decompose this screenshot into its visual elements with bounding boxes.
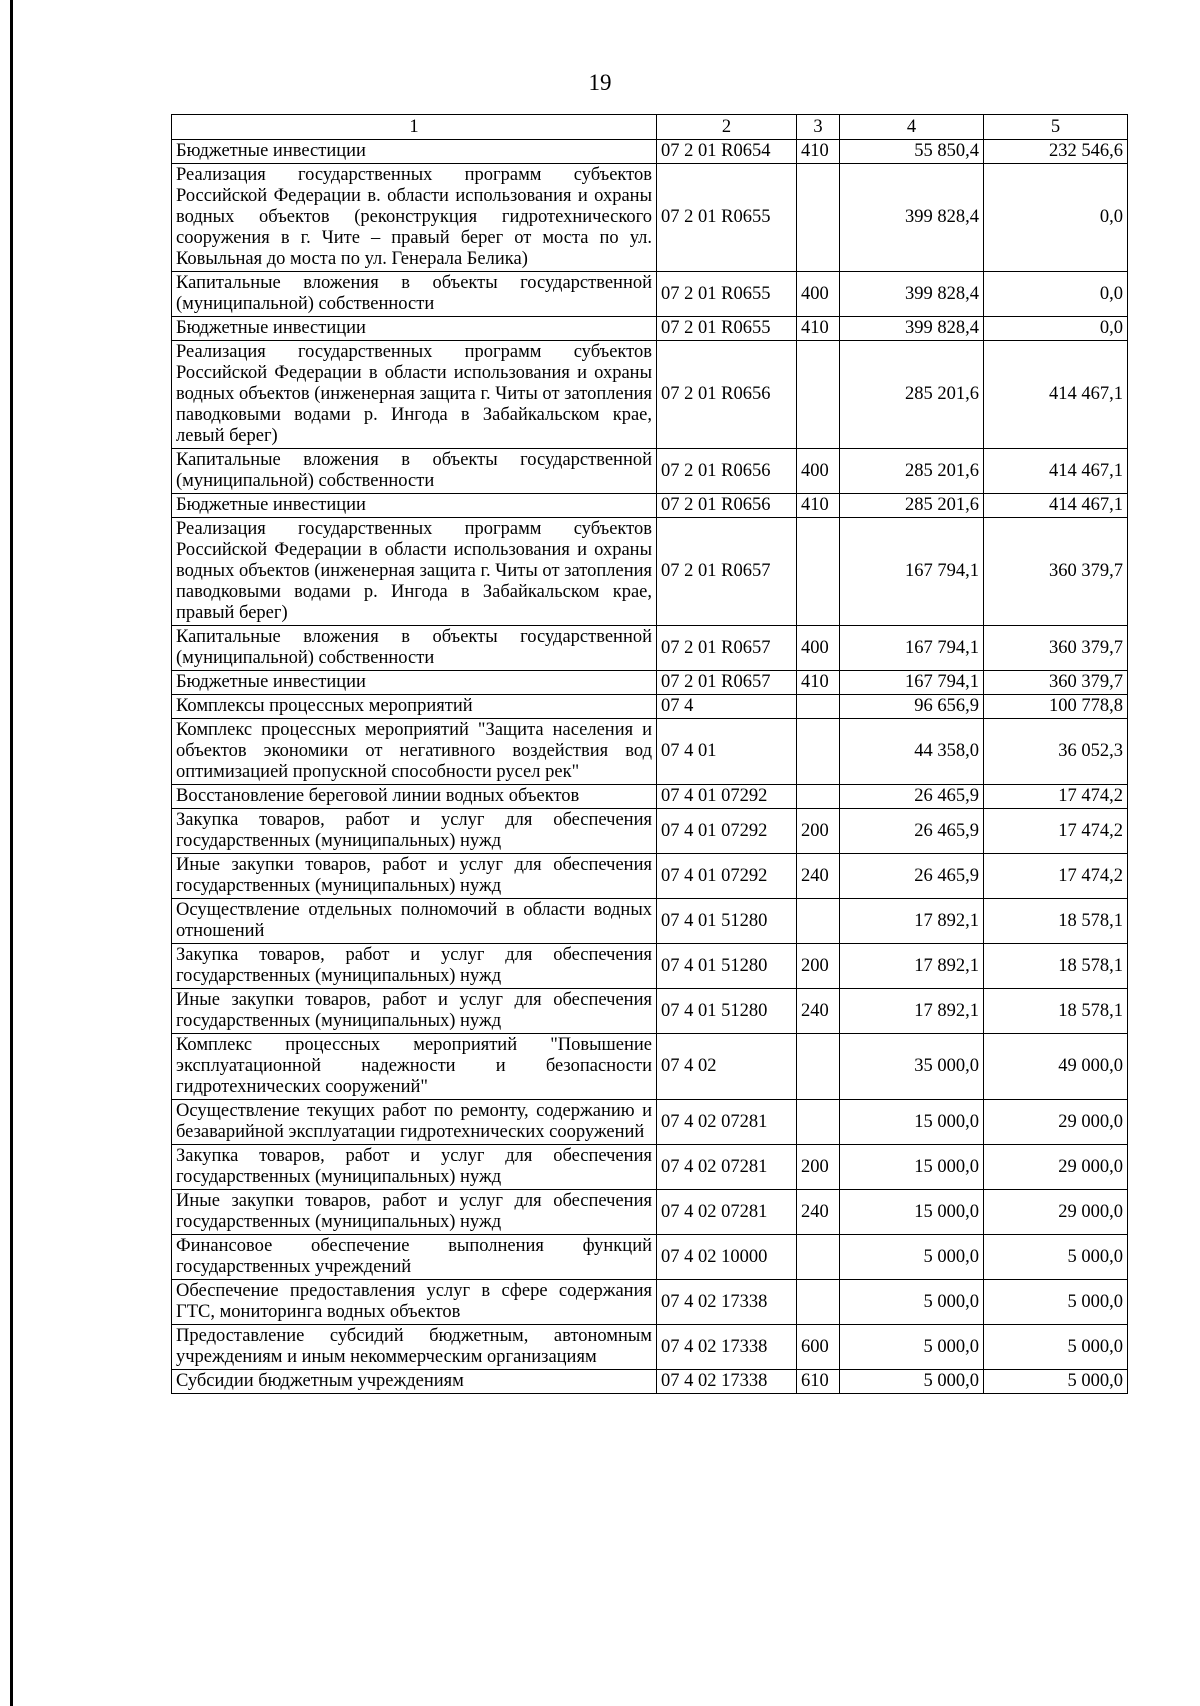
row-value1-cell: 26 465,9 <box>840 809 984 854</box>
row-value2-cell: 360 379,7 <box>984 671 1128 695</box>
row-name-cell: Закупка товаров, работ и услуг для обеспечения государственных (муниципальных) нужд <box>172 944 657 989</box>
row-name-cell: Иные закупки товаров, работ и услуг для обеспечения государственных (муниципальных) нужд <box>172 989 657 1034</box>
row-value2-cell: 5 000,0 <box>984 1280 1128 1325</box>
table-row <box>172 1100 1128 1145</box>
row-vr-cell <box>797 164 840 272</box>
row-name-cell: Реализация государственных программ субъектов Российской Федерации в. области использования и охраны водных объектов (реконструкция гидротехнического сооружения в г. Чите – правый берег от моста по ул. Ковыльная до моста по ул. Генерала Белика) <box>172 164 657 272</box>
row-code-cell: 07 4 02 17338 <box>657 1280 797 1325</box>
table-row <box>172 1370 1128 1394</box>
row-code-cell: 07 2 01 R0656 <box>657 341 797 449</box>
row-vr-cell <box>797 785 840 809</box>
row-name-cell: Иные закупки товаров, работ и услуг для обеспечения государственных (муниципальных) нужд <box>172 854 657 899</box>
row-name-cell: Бюджетные инвестиции <box>172 494 657 518</box>
row-value2-cell: 360 379,7 <box>984 518 1128 626</box>
table-row <box>172 518 1128 626</box>
row-vr-cell: 200 <box>797 809 840 854</box>
row-name-cell: Комплекс процессных мероприятий "Защита населения и объектов экономики от негативного воздействия вод оптимизацией пропускной способности русел рек" <box>172 719 657 785</box>
header-col-1: 1 <box>172 115 657 140</box>
row-value2-cell: 0,0 <box>984 272 1128 317</box>
table-row <box>172 626 1128 671</box>
table-row <box>172 671 1128 695</box>
row-vr-cell <box>797 518 840 626</box>
row-name-cell: Реализация государственных программ субъектов Российской Федерации в области использования и охраны водных объектов (инженерная защита г. Читы от затопления паводковыми водами р. Ингода в Забайкальском крае, правый берег) <box>172 518 657 626</box>
row-code-cell: 07 4 02 <box>657 1034 797 1100</box>
row-vr-cell: 400 <box>797 449 840 494</box>
table-row <box>172 719 1128 785</box>
row-value1-cell: 26 465,9 <box>840 854 984 899</box>
budget-table <box>171 114 1128 1394</box>
row-name-cell: Капитальные вложения в объекты государственной (муниципальной) собственности <box>172 449 657 494</box>
row-code-cell: 07 4 02 07281 <box>657 1190 797 1235</box>
table-row <box>172 272 1128 317</box>
row-code-cell: 07 2 01 R0654 <box>657 140 797 164</box>
row-vr-cell <box>797 1034 840 1100</box>
row-value2-cell: 360 379,7 <box>984 626 1128 671</box>
row-value1-cell: 285 201,6 <box>840 449 984 494</box>
row-value1-cell: 15 000,0 <box>840 1190 984 1235</box>
header-col-2: 2 <box>657 115 797 140</box>
budget-table-body <box>172 115 1128 1394</box>
row-value1-cell: 55 850,4 <box>840 140 984 164</box>
row-value2-cell: 29 000,0 <box>984 1145 1128 1190</box>
row-value2-cell: 414 467,1 <box>984 341 1128 449</box>
row-code-cell: 07 4 02 10000 <box>657 1235 797 1280</box>
row-vr-cell <box>797 899 840 944</box>
row-code-cell: 07 4 01 07292 <box>657 854 797 899</box>
row-vr-cell <box>797 341 840 449</box>
row-value2-cell: 0,0 <box>984 164 1128 272</box>
row-value1-cell: 15 000,0 <box>840 1145 984 1190</box>
table-row <box>172 785 1128 809</box>
row-value1-cell: 5 000,0 <box>840 1235 984 1280</box>
row-code-cell: 07 4 02 17338 <box>657 1370 797 1394</box>
row-value2-cell: 17 474,2 <box>984 809 1128 854</box>
row-code-cell: 07 4 02 07281 <box>657 1100 797 1145</box>
row-vr-cell: 200 <box>797 944 840 989</box>
row-vr-cell: 410 <box>797 140 840 164</box>
table-row <box>172 164 1128 272</box>
row-name-cell: Комплекс процессных мероприятий "Повышение эксплуатационной надежности и безопасности гидротехнических сооружений" <box>172 1034 657 1100</box>
row-code-cell: 07 4 02 07281 <box>657 1145 797 1190</box>
header-col-4: 4 <box>840 115 984 140</box>
row-value1-cell: 17 892,1 <box>840 899 984 944</box>
row-value1-cell: 5 000,0 <box>840 1280 984 1325</box>
row-code-cell: 07 4 01 07292 <box>657 785 797 809</box>
table-row <box>172 1235 1128 1280</box>
scan-border <box>10 0 13 1706</box>
row-value1-cell: 399 828,4 <box>840 164 984 272</box>
row-name-cell: Реализация государственных программ субъектов Российской Федерации в области использования и охраны водных объектов (инженерная защита г. Читы от затопления паводковыми водами р. Ингода в Забайкальском крае, левый берег) <box>172 341 657 449</box>
table-header-row <box>172 115 1128 140</box>
row-value2-cell: 36 052,3 <box>984 719 1128 785</box>
row-value1-cell: 399 828,4 <box>840 272 984 317</box>
row-vr-cell <box>797 695 840 719</box>
row-code-cell: 07 2 01 R0655 <box>657 272 797 317</box>
table-row <box>172 989 1128 1034</box>
row-code-cell: 07 4 <box>657 695 797 719</box>
row-value1-cell: 44 358,0 <box>840 719 984 785</box>
row-value1-cell: 285 201,6 <box>840 341 984 449</box>
row-name-cell: Закупка товаров, работ и услуг для обеспечения государственных (муниципальных) нужд <box>172 809 657 854</box>
row-value2-cell: 18 578,1 <box>984 899 1128 944</box>
row-name-cell: Субсидии бюджетным учреждениям <box>172 1370 657 1394</box>
row-value1-cell: 167 794,1 <box>840 518 984 626</box>
row-vr-cell: 400 <box>797 272 840 317</box>
row-value2-cell: 232 546,6 <box>984 140 1128 164</box>
row-name-cell: Комплексы процессных мероприятий <box>172 695 657 719</box>
row-value2-cell: 5 000,0 <box>984 1370 1128 1394</box>
row-vr-cell: 610 <box>797 1370 840 1394</box>
table-row <box>172 899 1128 944</box>
table-row <box>172 854 1128 899</box>
row-value2-cell: 0,0 <box>984 317 1128 341</box>
row-vr-cell: 240 <box>797 1190 840 1235</box>
table-row <box>172 1190 1128 1235</box>
row-value2-cell: 100 778,8 <box>984 695 1128 719</box>
row-value1-cell: 96 656,9 <box>840 695 984 719</box>
row-vr-cell: 240 <box>797 854 840 899</box>
row-vr-cell <box>797 1100 840 1145</box>
table-row <box>172 1325 1128 1370</box>
row-value2-cell: 414 467,1 <box>984 494 1128 518</box>
row-name-cell: Закупка товаров, работ и услуг для обеспечения государственных (муниципальных) нужд <box>172 1145 657 1190</box>
row-name-cell: Иные закупки товаров, работ и услуг для обеспечения государственных (муниципальных) нужд <box>172 1190 657 1235</box>
row-code-cell: 07 2 01 R0656 <box>657 449 797 494</box>
row-code-cell: 07 2 01 R0657 <box>657 626 797 671</box>
row-value1-cell: 26 465,9 <box>840 785 984 809</box>
table-row <box>172 494 1128 518</box>
row-value1-cell: 5 000,0 <box>840 1325 984 1370</box>
row-vr-cell: 400 <box>797 626 840 671</box>
row-name-cell: Бюджетные инвестиции <box>172 317 657 341</box>
row-code-cell: 07 4 01 51280 <box>657 899 797 944</box>
row-name-cell: Финансовое обеспечение выполнения функций государственных учреждений <box>172 1235 657 1280</box>
row-value1-cell: 17 892,1 <box>840 989 984 1034</box>
row-code-cell: 07 2 01 R0657 <box>657 518 797 626</box>
row-value2-cell: 29 000,0 <box>984 1100 1128 1145</box>
row-name-cell: Осуществление отдельных полномочий в области водных отношений <box>172 899 657 944</box>
row-value2-cell: 29 000,0 <box>984 1190 1128 1235</box>
row-vr-cell: 410 <box>797 671 840 695</box>
row-value2-cell: 5 000,0 <box>984 1325 1128 1370</box>
table-row <box>172 809 1128 854</box>
row-vr-cell: 410 <box>797 494 840 518</box>
table-row <box>172 1280 1128 1325</box>
row-value2-cell: 414 467,1 <box>984 449 1128 494</box>
row-value2-cell: 5 000,0 <box>984 1235 1128 1280</box>
row-value1-cell: 5 000,0 <box>840 1370 984 1394</box>
row-code-cell: 07 4 01 <box>657 719 797 785</box>
row-code-cell: 07 4 01 07292 <box>657 809 797 854</box>
row-code-cell: 07 4 01 51280 <box>657 989 797 1034</box>
row-name-cell: Осуществление текущих работ по ремонту, содержанию и безаварийной эксплуатации гидротехнических сооружений <box>172 1100 657 1145</box>
row-value1-cell: 167 794,1 <box>840 671 984 695</box>
page-number: 19 <box>588 70 612 95</box>
table-row <box>172 1145 1128 1190</box>
table-row <box>172 944 1128 989</box>
row-value2-cell: 49 000,0 <box>984 1034 1128 1100</box>
row-name-cell: Обеспечение предоставления услуг в сфере содержания ГТС, мониторинга водных объектов <box>172 1280 657 1325</box>
row-vr-cell <box>797 1280 840 1325</box>
row-value1-cell: 17 892,1 <box>840 944 984 989</box>
table-row <box>172 1034 1128 1100</box>
row-value2-cell: 18 578,1 <box>984 944 1128 989</box>
row-code-cell: 07 4 01 51280 <box>657 944 797 989</box>
row-name-cell: Предоставление субсидий бюджетным, автономным учреждениям и иным некоммерческим организациям <box>172 1325 657 1370</box>
row-value2-cell: 18 578,1 <box>984 989 1128 1034</box>
table-row <box>172 140 1128 164</box>
row-vr-cell <box>797 1235 840 1280</box>
table-row <box>172 341 1128 449</box>
row-vr-cell: 600 <box>797 1325 840 1370</box>
header-col-5: 5 <box>984 115 1128 140</box>
row-name-cell: Восстановление береговой линии водных объектов <box>172 785 657 809</box>
row-name-cell: Капитальные вложения в объекты государственной (муниципальной) собственности <box>172 626 657 671</box>
table-row <box>172 317 1128 341</box>
table-row <box>172 695 1128 719</box>
row-vr-cell <box>797 719 840 785</box>
row-value1-cell: 167 794,1 <box>840 626 984 671</box>
row-code-cell: 07 2 01 R0657 <box>657 671 797 695</box>
row-value1-cell: 35 000,0 <box>840 1034 984 1100</box>
row-name-cell: Бюджетные инвестиции <box>172 140 657 164</box>
row-name-cell: Капитальные вложения в объекты государственной (муниципальной) собственности <box>172 272 657 317</box>
row-value1-cell: 285 201,6 <box>840 494 984 518</box>
row-code-cell: 07 2 01 R0655 <box>657 164 797 272</box>
row-vr-cell: 200 <box>797 1145 840 1190</box>
row-code-cell: 07 4 02 17338 <box>657 1325 797 1370</box>
row-vr-cell: 240 <box>797 989 840 1034</box>
row-code-cell: 07 2 01 R0656 <box>657 494 797 518</box>
row-vr-cell: 410 <box>797 317 840 341</box>
row-code-cell: 07 2 01 R0655 <box>657 317 797 341</box>
header-col-3: 3 <box>797 115 840 140</box>
table-row <box>172 449 1128 494</box>
row-name-cell: Бюджетные инвестиции <box>172 671 657 695</box>
row-value2-cell: 17 474,2 <box>984 854 1128 899</box>
row-value1-cell: 399 828,4 <box>840 317 984 341</box>
row-value2-cell: 17 474,2 <box>984 785 1128 809</box>
row-value1-cell: 15 000,0 <box>840 1100 984 1145</box>
